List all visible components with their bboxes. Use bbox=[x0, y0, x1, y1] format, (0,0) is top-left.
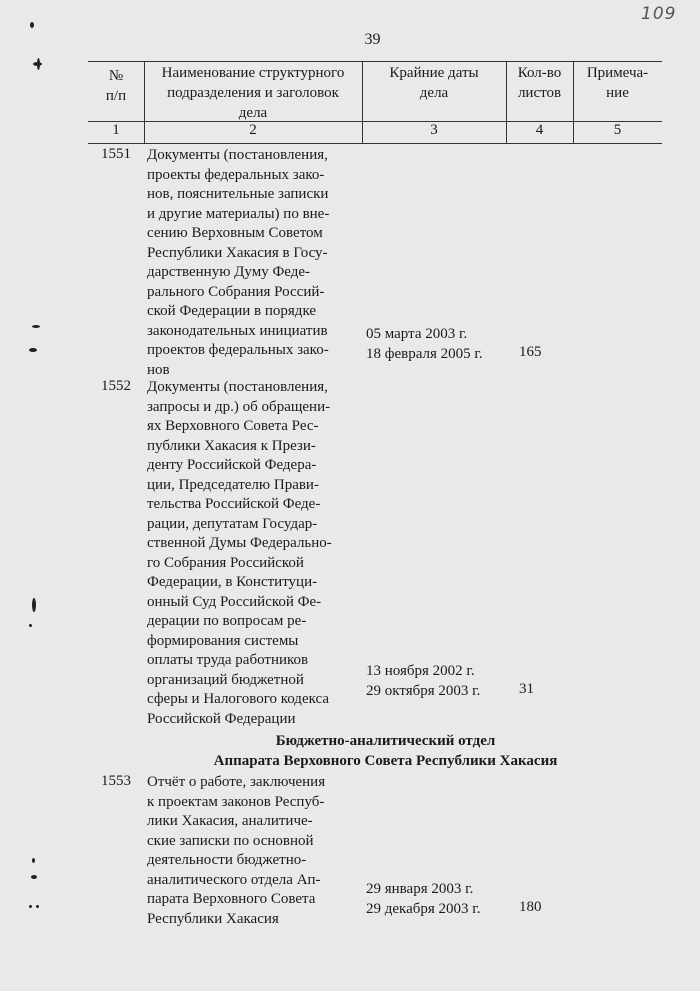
record-dates bbox=[366, 880, 481, 919]
header-col-title: Наименование структурного подразделения и заголовок дела bbox=[161, 65, 345, 121]
header-col-number: № п/п bbox=[105, 68, 127, 104]
header-col-sheets: Кол-во листов bbox=[517, 65, 562, 101]
record-number: 1553 bbox=[101, 773, 131, 789]
margin-speck bbox=[29, 905, 32, 908]
section-heading-line: Аппарата Верховного Совета Республики Хакасия bbox=[213, 752, 558, 769]
header-bottom-rule bbox=[88, 143, 662, 144]
record-date-start: 05 марта 2003 г. bbox=[366, 326, 468, 342]
record-title: Отчёт о работе, заключения к проектам законов Респуб- лики Хакасия, аналитиче- ские записки по основной деятельности бюджетно- аналитического отдела Ап- парата Верховного Совета Республики Хакасия bbox=[147, 774, 326, 927]
section-heading bbox=[88, 732, 683, 771]
record-date-start: 29 января 2003 г. bbox=[366, 881, 474, 897]
margin-speck bbox=[32, 858, 35, 863]
margin-speck bbox=[31, 875, 37, 879]
header-col-index: 2 bbox=[249, 122, 257, 138]
record-date-end: 18 февраля 2005 г. bbox=[366, 345, 483, 362]
header-col-notes: Примеча- ние bbox=[586, 65, 649, 101]
header-col-dates: Крайние даты дела bbox=[389, 65, 479, 101]
margin-speck bbox=[30, 22, 34, 28]
margin-speck bbox=[32, 598, 36, 612]
record-sheets: 165 bbox=[519, 344, 542, 360]
record-date-end: 29 октября 2003 г. bbox=[366, 682, 481, 699]
record-date-start: 13 ноября 2002 г. bbox=[366, 663, 475, 679]
header-col-index: 5 bbox=[613, 122, 622, 138]
header-top-rule bbox=[88, 61, 662, 62]
margin-speck bbox=[32, 325, 40, 328]
margin-speck bbox=[36, 905, 39, 908]
header-col-index: 4 bbox=[535, 122, 544, 138]
record-sheets: 180 bbox=[519, 899, 542, 915]
record-sheets: 31 bbox=[519, 681, 534, 697]
record-title: Документы (постановления, запросы и др.) об обращени- ях Верховного Совета Рес- публики Хакасия к Прези- денту Российской Федера- ции, Председателю Прави- тельства Российской Феде- рации, депутатам Государ- ственной Думы Федерально- го Собрания Российской Федерации, в Конституци- онный Суд Российской Фе- дерации по вопросам ре- формирования системы оплаты труда работников организаций бюджетной сферы и Налогового кодекса Российской Федерации bbox=[147, 379, 332, 727]
handwritten-sheet-number: 109 bbox=[641, 4, 677, 24]
section-heading-line: Бюджетно-аналитический отдел bbox=[275, 733, 496, 749]
record-number: 1551 bbox=[101, 146, 131, 162]
record-title: Документы (постановления, проекты федеральных зако- нов, пояснительные записки и другие материалы) по вне- сению Верховным Советом Республики Хакасия в Госу- дарственную Думу Феде- рального Собрания Россий- ской Федерации в порядке законодательных инициатив проектов федеральных зако- нов bbox=[147, 147, 330, 378]
record-dates bbox=[366, 325, 483, 364]
record-date-end: 29 декабря 2003 г. bbox=[366, 900, 481, 917]
table-header bbox=[88, 58, 662, 144]
record-number: 1552 bbox=[101, 378, 131, 394]
margin-speck bbox=[37, 58, 40, 70]
header-col-index: 1 bbox=[112, 122, 120, 138]
header-col-index: 3 bbox=[430, 122, 438, 138]
page-number: 39 bbox=[364, 31, 381, 48]
record-dates bbox=[366, 662, 480, 701]
margin-speck bbox=[29, 348, 37, 352]
margin-speck bbox=[29, 624, 32, 627]
